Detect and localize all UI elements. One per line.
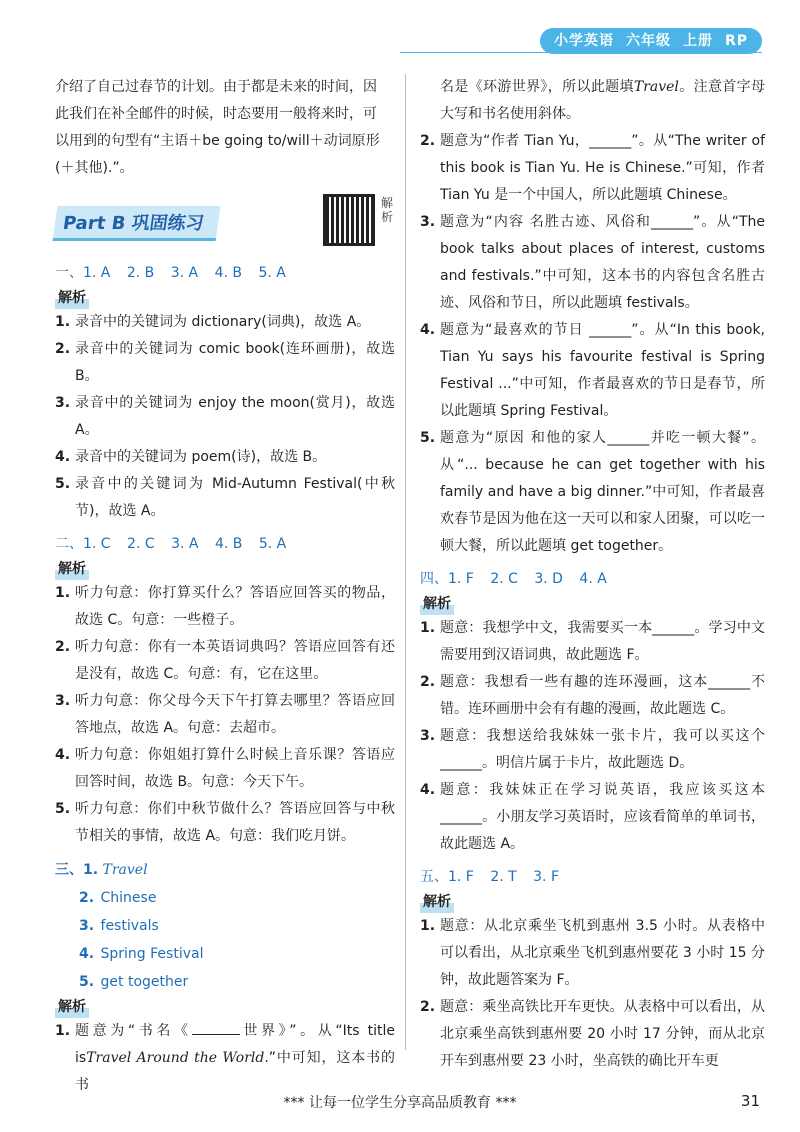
list-item: [55, 688, 395, 742]
answer: 2. C: [127, 536, 155, 552]
intro-line: 介绍了自己过春节的计划。由于都是未来的时间，因: [55, 79, 377, 95]
item-text: 录音中的关键词为 poem(诗)，故选 B。: [75, 449, 327, 465]
item-number: 2.: [420, 133, 436, 149]
answer: 四、1. F: [420, 571, 474, 587]
list-item: [420, 723, 765, 777]
text-part: 名是《环游世界》，所以此题填: [440, 79, 634, 95]
item-text: 听力句意：你打算买什么？答语应回答买的物品，故选 C。句意：一些橙子。: [75, 585, 395, 628]
section5-answers: [420, 864, 765, 891]
answer-line: [55, 912, 395, 940]
part-b-title: Part B 巩固练习: [53, 206, 221, 241]
answer: 4. A: [579, 571, 607, 587]
item-number: 3.: [420, 214, 436, 230]
section4-analysis: [420, 615, 765, 858]
item-number: 4.: [420, 322, 436, 338]
answer: 二、1. C: [55, 536, 111, 552]
answer: 4. B: [214, 536, 243, 552]
intro-paragraph: [55, 74, 395, 182]
item-number: 2.: [420, 999, 436, 1015]
text-part: .”中可知，这本书的书: [75, 1050, 396, 1093]
answer-text: Chinese: [100, 890, 157, 906]
intro-line: 此我们在补全邮件的时候，时态要用一般将来时，可: [55, 106, 377, 122]
list-item: [420, 425, 765, 560]
intro-line: 以用到的句型有“主语＋be going to/will＋动词原形: [55, 133, 380, 149]
item-number: 2.: [420, 674, 436, 690]
column-divider: [405, 74, 406, 1050]
list-item: [55, 580, 395, 634]
header-grade: 六年级: [625, 33, 671, 49]
list-item: [55, 634, 395, 688]
section1-analysis: [55, 309, 395, 525]
item-text: 录音中的关键词为 enjoy the moon(赏月)，故选 A。: [75, 395, 395, 438]
item-number: 4.: [55, 747, 71, 763]
answer: 2. T: [490, 869, 517, 885]
item-number: 5.: [55, 476, 71, 492]
section3-analysis: [420, 128, 765, 560]
right-column: [420, 74, 765, 1075]
list-item: [420, 669, 765, 723]
item-number: 3.: [420, 728, 436, 744]
text-part: 题意为“书名《: [75, 1023, 192, 1039]
item-text: 题意为“作者 Tian Yu，______”。从“The writer of this book is Tian Yu. He is Chinese.”可知，作者 Tian Yu 是一个中国人，所以此题填 Chinese。: [440, 133, 765, 203]
list-item: [55, 742, 395, 796]
item-text: 录音中的关键词为 comic book(连环画册)，故选 B。: [75, 341, 395, 384]
list-item: [420, 317, 765, 425]
item-number: 4.: [420, 782, 436, 798]
item-text: 题意：我想学中文，我需要买一本______。学习中文需要用到汉语词典，故此题选 F。: [440, 620, 765, 663]
item-text: 听力句意：你有一本英语词典吗？答语应回答有还是没有，故选 C。句意：有，它在这里。: [75, 639, 395, 682]
answer-number: 4.: [79, 946, 95, 962]
answer-text: Spring Festival: [100, 946, 204, 962]
list-item: [420, 913, 765, 994]
item-number: 2.: [55, 639, 71, 655]
list-item: [55, 796, 395, 850]
answer: 3. D: [534, 571, 563, 587]
item-number: 2.: [55, 341, 71, 357]
item-number: 1.: [420, 918, 436, 934]
item-text: 题意：从北京乘坐飞机到惠州 3.5 小时。从表格中可以看出，从北京乘坐飞机到惠州要花 3 小时 15 分钟，故此题答案为 F。: [440, 918, 765, 988]
list-item: [420, 615, 765, 669]
item-number: 1.: [420, 620, 436, 636]
answer-text: Travel: [102, 862, 148, 878]
answer-line: [55, 884, 395, 912]
list-item: [420, 128, 765, 209]
item-text: 听力句意：你们中秋节做什么？答语应回答与中秋节相关的事情，故选 A。句意：我们吃月饼。: [75, 801, 395, 844]
item-text: 题意：我想看一些有趣的连环漫画，这本______不错。连环画册中会有有趣的漫画，故此题选 C。: [440, 674, 765, 717]
answer: 3. F: [533, 869, 560, 885]
answer-number: 三、1.: [55, 862, 99, 878]
section1-answers: [55, 260, 395, 287]
page-number: 31: [740, 1092, 760, 1110]
qr-code-icon[interactable]: [323, 194, 375, 246]
header-badge: [540, 28, 762, 54]
item-number: 1.: [55, 585, 71, 601]
section2-answers: [55, 531, 395, 558]
answer-text: get together: [100, 974, 189, 990]
footer-slogan: *** 让每一位学生分享高品质教育 ***: [283, 1095, 517, 1111]
header-subject: 小学英语: [553, 33, 614, 49]
item-number: 4.: [55, 449, 71, 465]
item-number: 3.: [55, 693, 71, 709]
answer-number: 2.: [79, 890, 95, 906]
part-b-header: [55, 196, 395, 246]
list-item: [55, 309, 395, 336]
item-text: 录音中的关键词为 Mid-Autumn Festival(中秋节)，故选 A。: [75, 476, 395, 519]
item-text: 听力句意：你父母今天下午打算去哪里？答语应回答地点，故选 A。句意：去超市。: [75, 693, 395, 736]
answer-number: 5.: [79, 974, 95, 990]
list-item: [55, 390, 395, 444]
item-text: [75, 1018, 395, 1099]
list-item: [55, 336, 395, 390]
header-volume: 上册: [682, 33, 713, 49]
answer-line: [55, 968, 395, 996]
list-item: [55, 1018, 395, 1099]
left-column: [55, 74, 395, 1099]
section4-answers: [420, 566, 765, 593]
answer: 5. A: [258, 265, 286, 281]
answer: 3. A: [171, 536, 199, 552]
book-title-italic: Travel Around the World: [86, 1050, 265, 1066]
item-text: 题意：我妹妹正在学习说英语，我应该买这本______。小朋友学习英语时，应该看简单的单词书，故此题选 A。: [440, 782, 765, 852]
section3-answers: [55, 856, 395, 996]
answer-text: festivals: [100, 918, 159, 934]
text-part: 世界》”。从“Its title is: [75, 1023, 395, 1066]
intro-line: (＋其他).”。: [55, 160, 134, 176]
header-rule: [400, 52, 762, 53]
item-text: 题意：我想送给我妹妹一张卡片，我可以买这个______。明信片属于卡片，故此题选 D。: [440, 728, 765, 771]
item-number: 1.: [55, 314, 71, 330]
text-part-italic: Travel: [633, 79, 679, 95]
list-item: [55, 471, 395, 525]
answer-line: [55, 856, 395, 884]
list-item: [420, 777, 765, 858]
item-number: 5.: [420, 430, 436, 446]
answer: 3. A: [170, 265, 199, 281]
continued-text: [420, 74, 765, 128]
item-text: 题意：乘坐高铁比开车更快。从表格中可以看出，从北京乘坐高铁到惠州要 20 小时 17 分钟，而从北京开车到惠州要 23 小时，坐高铁的确比开车更: [440, 999, 765, 1069]
analysis-label: 解析: [55, 996, 89, 1018]
answer-line: [55, 940, 395, 968]
item-number: 5.: [55, 801, 71, 817]
list-item: [420, 994, 765, 1075]
section2-analysis: [55, 580, 395, 850]
header-edition: RP: [724, 33, 748, 49]
answer-number: 3.: [79, 918, 95, 934]
item-text: 题意为“最喜欢的节日 ______”。从“In this book, Tian Yu says his favourite festival is Spring Festival ...”中可知，作者最喜欢的节日是春节，所以此题填 Spring Festival。: [440, 322, 765, 419]
answer: 一、1. A: [55, 265, 111, 281]
analysis-label: 解析: [55, 287, 89, 309]
item-text: 录音中的关键词为 dictionary(词典)，故选 A。: [75, 314, 371, 330]
item-number: 1.: [55, 1023, 71, 1039]
answer: 5. A: [258, 536, 287, 552]
item-text: 题意为“原因 和他的家人______并吃一顿大餐”。从“... because he can get together with his family and have a big dinner.”中可知，作者最喜欢春节是因为他在这一天可以和家人团聚，可以吃一顿大餐，所以此题填 get together。: [440, 430, 765, 554]
item-text: 题意为“内容 名胜古迹、风俗和______”。从“The book talks about places of interest, customs and festivals.”中可知，这本书的内容包含名胜古迹、风俗和节日，所以此题填 festivals。: [440, 214, 765, 311]
section5-analysis: [420, 913, 765, 1075]
blank-line: [192, 1020, 240, 1035]
list-item: [420, 209, 765, 317]
list-item: [55, 444, 395, 471]
answer: 五、1. F: [420, 869, 474, 885]
qr-label: 解析: [381, 196, 394, 224]
text-part: 。注意首字母大写和书名使用斜体。: [440, 79, 766, 122]
analysis-label: 解析: [420, 593, 454, 615]
item-number: 3.: [55, 395, 71, 411]
answer: 4. B: [214, 265, 242, 281]
analysis-label: 解析: [55, 558, 89, 580]
analysis-label: 解析: [420, 891, 454, 913]
answer: 2. C: [490, 571, 518, 587]
item-text: 听力句意：你姐姐打算什么时候上音乐课？答语应回答时间，故选 B。句意：今天下午。: [75, 747, 395, 790]
answer: 2. B: [126, 265, 155, 281]
